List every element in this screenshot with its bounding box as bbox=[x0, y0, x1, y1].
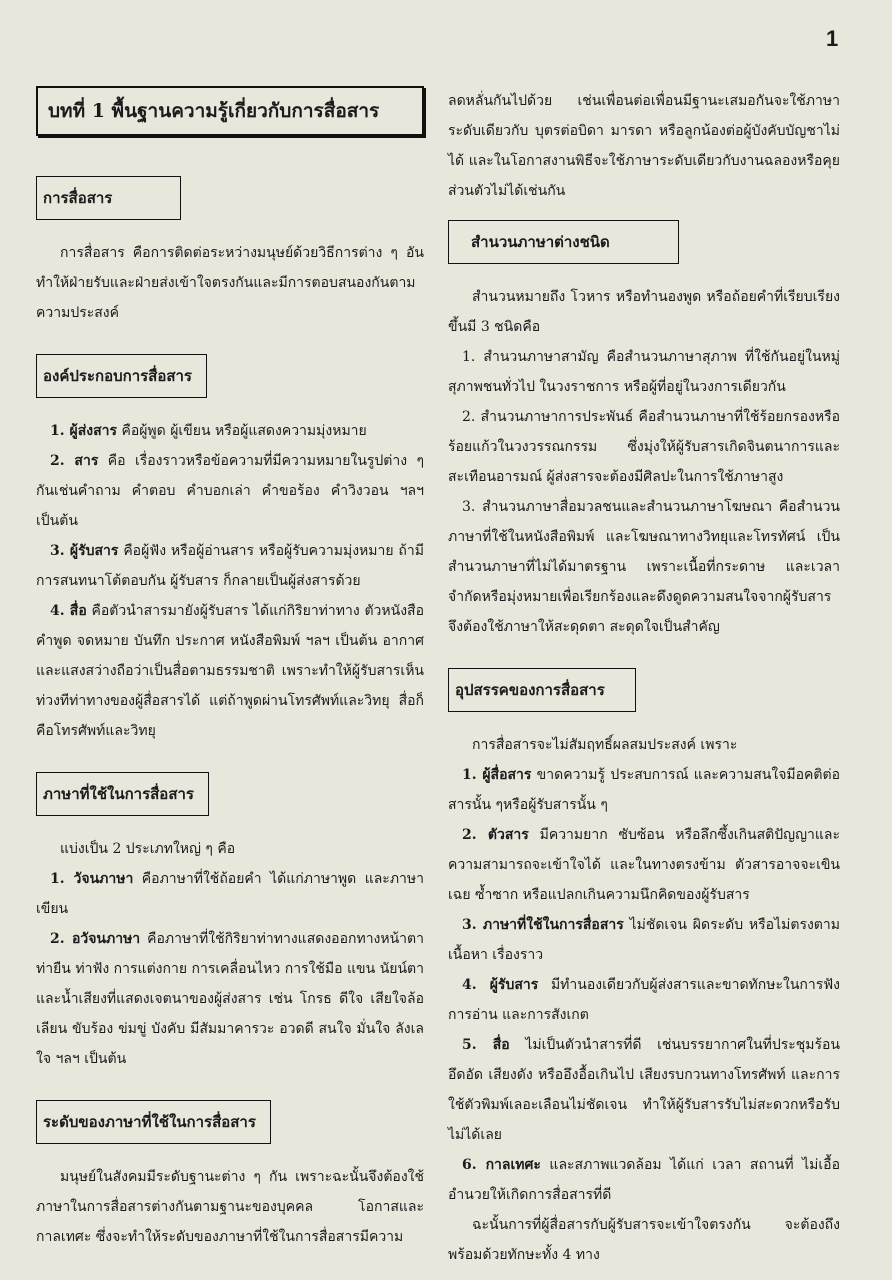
communication-definition: การสื่อสาร คือการติดต่อระหว่างมนุษย์ด้วยวิธีการต่าง ๆ อันทำให้ฝ่ายรับและฝ่ายส่งเข้าใจตรงกันและมีการตอบสนองกันตามความประสงค์ bbox=[36, 245, 424, 321]
page-number: 1 bbox=[826, 26, 839, 51]
obstacle-item: 5. สื่อ ไม่เป็นตัวนำสารที่ดี เช่นบรรยากาศในที่ประชุมร้อนอึดอัด เสียงดัง หรืออึงอื้อเกินไป เสียงรบกวนทางโทรศัพท์ และการใช้ตัวพิมพ์เลอะเลือนไม่ชัดเจน ทำให้ผู้รับสารรับไม่สะดวกหรือรับไม่ได้เลย bbox=[448, 1037, 840, 1143]
section-heading-obstacles: อุปสรรคของการสื่อสาร bbox=[448, 668, 636, 712]
element-item: 3. ผู้รับสาร คือผู้ฟัง หรือผู้อ่านสาร หรือผู้รับความมุ่งหมาย ถ้ามีการสนทนาโต้ตอบกัน ผู้รับสาร ก็กลายเป็นผู้ส่งสารด้วย bbox=[36, 543, 425, 589]
section-heading-language: ภาษาที่ใช้ในการสื่อสาร bbox=[36, 772, 209, 816]
obstacles-intro: การสื่อสารจะไม่สัมฤทธิ์ผลสมประสงค์ เพราะ bbox=[472, 737, 738, 753]
obstacle-item: 3. ภาษาที่ใช้ในการสื่อสาร ไม่ชัดเจน ผิดระดับ หรือไม่ตรงตามเนื้อหา เรื่องราว bbox=[448, 917, 840, 963]
language-intro: แบ่งเป็น 2 ประเภทใหญ่ ๆ คือ bbox=[60, 841, 236, 857]
idiom-item: 2. สำนวนภาษาการประพันธ์ คือสำนวนภาษาที่ใช้ร้อยกรองหรือร้อยแก้วในวงวรรณกรรม ซึ่งมุ่งให้ผู้รับสารเกิดจินตนาการและสะเทือนอารมณ์ ผู้ส่งสารจะต้องมีศิลปะในการใช้ภาษาสูง bbox=[448, 409, 840, 485]
section-heading-elements: องค์ประกอบการสื่อสาร bbox=[36, 354, 207, 398]
element-item: 1. ผู้ส่งสาร คือผู้พูด ผู้เขียน หรือผู้แสดงความมุ่งหมาย bbox=[50, 423, 367, 439]
idioms-intro: สำนวนหมายถึง โวหาร หรือทำนองพูด หรือถ้อยคำที่เรียบเรียงขึ้นมี 3 ชนิดคือ bbox=[448, 289, 840, 335]
obstacles-closing: ฉะนั้นการที่ผู้สื่อสารกับผู้รับสารจะเข้าใจตรงกัน จะต้องถึงพร้อมด้วยทักษะทั้ง 4 ทาง bbox=[448, 1217, 840, 1263]
obstacle-item: 1. ผู้สื่อสาร ขาดความรู้ ประสบการณ์ และความสนใจมีอคติต่อสารนั้น ๆหรือผู้รับสารนั้น ๆ bbox=[448, 767, 840, 813]
language-item: 1. วัจนภาษา คือภาษาที่ใช้ถ้อยคำ ได้แก่ภาษาพูด และภาษาเขียน bbox=[36, 871, 424, 917]
element-item: 4. สื่อ คือตัวนำสารมายังผู้รับสาร ได้แก่กิริยาท่าทาง ตัวหนังสือคำพูด จดหมาย บันทึก ประกาศ หนังสือพิมพ์ ฯลฯ เป็นต้น อากาศและแสงสว่างถือว่าเป็นสื่อตามธรรมชาติ เพราะทำให้ผู้รับสารเห็นท่วงทีท่าทางของผู้สื่อสารได้ แต่ถ้าพูดผ่านโทรศัพท์และวิทยุ สื่อก็คือโทรศัพท์และวิทยุ bbox=[36, 603, 424, 739]
left-column bbox=[36, 86, 424, 1252]
element-item: 2. สาร คือ เรื่องราวหรือข้อความที่มีความหมายในรูปต่าง ๆ กันเช่นคำถาม คำตอบ คำบอกเล่า คำขอร้อง คำวิงวอน ฯลฯ เป็นต้น bbox=[36, 453, 424, 529]
chapter-title: บทที่ 1 พื้นฐานความรู้เกี่ยวกับการสื่อสาร bbox=[36, 86, 424, 136]
right-column bbox=[448, 86, 840, 1270]
section-heading-idioms: สำนวนภาษาต่างชนิด bbox=[448, 220, 679, 264]
levels-text: มนุษย์ในสังคมมีระดับฐานะต่าง ๆ กัน เพราะฉะนั้นจึงต้องใช้ภาษาในการสื่อสารต่างกันตามฐานะของบุคคล โอกาสและกาลเทศะ ซึ่งจะทำให้ระดับของภาษาที่ใช้ในการสื่อสารมีความ bbox=[36, 1169, 424, 1245]
section-heading-communication: การสื่อสาร bbox=[36, 176, 181, 220]
language-item: 2. อวัจนภาษา คือภาษาที่ใช้กิริยาท่าทางแสดงออกทางหน้าตาท่ายืน ท่าฟัง การแต่งกาย การเคลื่อนไหว การใช้มือ แขน นัยน์ตาและน้ำเสียงที่แสดงเจตนาของผู้ส่งสาร เช่น โกรธ ดีใจ เสียใจล้อเลียน ขับร้อง ข่มขู่ บังคับ มีสัมมาคารวะ อวดดี สนใจ มั่นใจ ลังเลใจ ฯลฯ เป็นต้น bbox=[36, 931, 424, 1067]
idiom-item: 1. สำนวนภาษาสามัญ คือสำนวนภาษาสุภาพ ที่ใช้กันอยู่ในหมู่สุภาพชนทั่วไป ในวงราชการ หรือผู้ที่อยู่ในวงการเดียวกัน bbox=[448, 349, 840, 395]
obstacle-item: 6. กาลเทศะ และสภาพแวดล้อม ได้แก่ เวลา สถานที่ ไม่เอื้ออำนวยให้เกิดการสื่อสารที่ดี bbox=[448, 1157, 840, 1203]
section-heading-levels: ระดับของภาษาที่ใช้ในการสื่อสาร bbox=[36, 1100, 271, 1144]
idiom-item: 3. สำนวนภาษาสื่อมวลชนและสำนวนภาษาโฆษณา คือสำนวนภาษาที่ใช้ในหนังสือพิมพ์ และโฆษณาทางวิทยุและโทรทัศน์ เป็นสำนวนภาษาที่ไม่ได้มาตรฐาน เพราะเนื้อที่กระดาษ และเวลาจำกัดหรือมุ่งหมายเพื่อเรียกร้องและดึงดูดความสนใจจากผู้รับสาร จึงต้องใช้ภาษาให้สะดุดตา สะดุดใจเป็นสำคัญ bbox=[448, 499, 840, 635]
levels-continued-text: ลดหลั่นกันไปด้วย เช่นเพื่อนต่อเพื่อนมีฐานะเสมอกันจะใช้ภาษาระดับเดียวกับ บุตรต่อบิดา มารดา หรือลูกน้องต่อผู้บังคับบัญชาไม่ได้ และในโอกาสงานพิธีจะใช้ภาษาระดับเดียวกับงานฉลองหรือคุยส่วนตัวไม่ได้เช่นกัน bbox=[448, 93, 840, 199]
obstacle-item: 2. ตัวสาร มีความยาก ซับซ้อน หรือลึกซึ้งเกินสติปัญญาและความสามารถจะเข้าใจได้ และในทางตรงข้าม ตัวสารอาจจะเขินเฉย ซ้ำซาก หรือแปลกเกินความนึกคิดของผู้รับสาร bbox=[448, 827, 840, 903]
obstacle-item: 4. ผู้รับสาร มีทำนองเดียวกับผู้ส่งสารและขาดทักษะในการฟัง การอ่าน และการสังเกต bbox=[448, 977, 840, 1023]
